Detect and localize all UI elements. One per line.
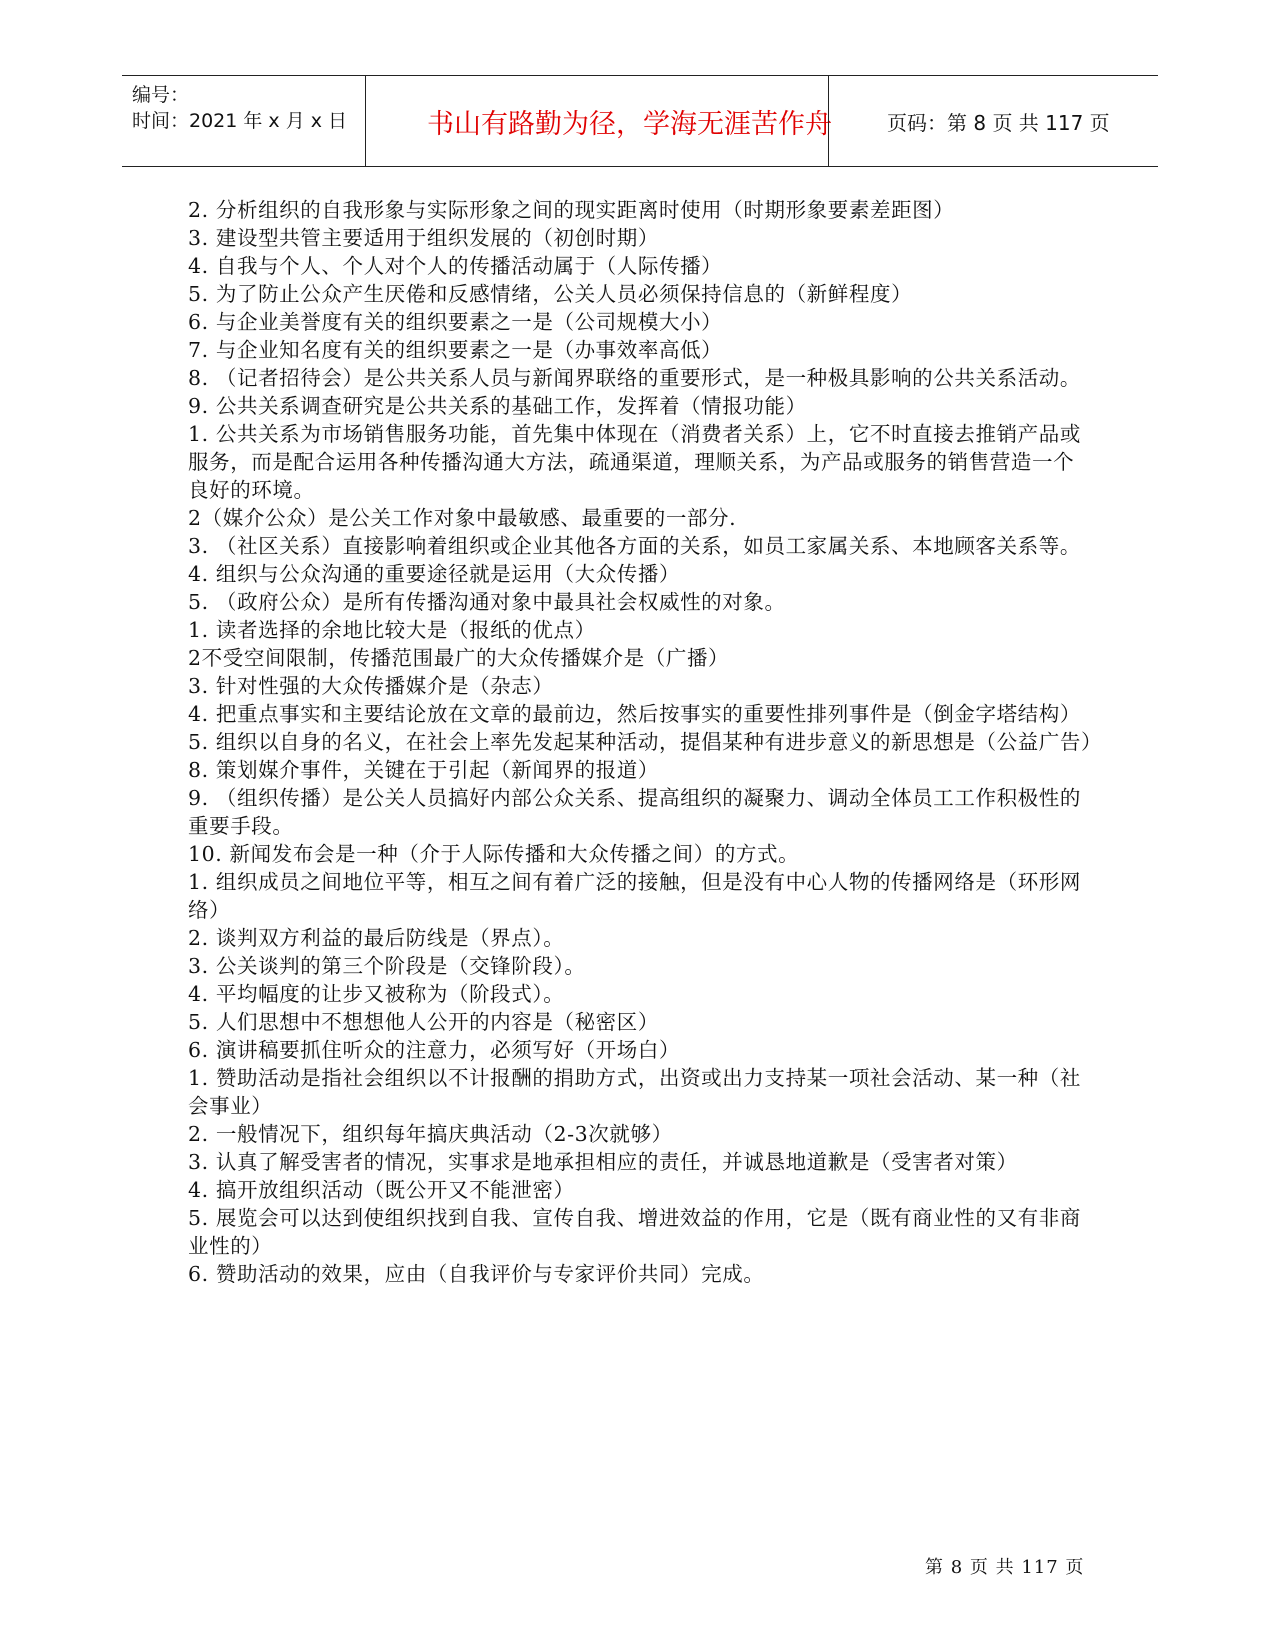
question-line: 3. 建设型共管主要适用于组织发展的（初创时期） <box>188 226 659 250</box>
question-line: 2. 分析组织的自我形象与实际形象之间的现实距离时使用（时期形象要素差距图） <box>188 198 955 222</box>
question-line: 3. 针对性强的大众传播媒介是（杂志） <box>188 674 554 698</box>
question-line: 2（媒介公众）是公关工作对象中最敏感、最重要的一部分. <box>188 506 737 530</box>
question-line: 4. 平均幅度的让步又被称为（阶段式）。 <box>188 982 565 1006</box>
question-line: 1. 组织成员之间地位平等，相互之间有着广泛的接触，但是没有中心人物的传播网络是（环形网络） <box>188 870 1081 922</box>
page-header <box>122 75 1158 167</box>
question-line: 2. 谈判双方利益的最后防线是（界点）。 <box>188 926 565 950</box>
question-line: 6. 与企业美誉度有关的组织要素之一是（公司规模大小） <box>188 310 723 334</box>
question-line: 6. 赞助活动的效果，应由（自我评价与专家评价共同）完成。 <box>188 1262 765 1286</box>
question-line: 5. 组织以自身的名义，在社会上率先发起某种活动，提倡某种有进步意义的新思想是（公益广告） <box>188 730 1103 754</box>
question-line: 5. （政府公众）是所有传播沟通对象中最具社会权威性的对象。 <box>188 590 786 614</box>
header-page-code: 页码：第 8 页 共 117 页 <box>887 110 1110 135</box>
question-line: 5. 人们思想中不想想他人公开的内容是（秘密区） <box>188 1010 659 1034</box>
question-line: 3. （社区关系）直接影响着组织或企业其他各方面的关系，如员工家属关系、本地顾客关系等。 <box>188 534 1081 558</box>
question-line: 1. 公共关系为市场销售服务功能，首先集中体现在（消费者关系）上，它不时直接去推销产品或服务，而是配合运用各种传播沟通大方法，疏通渠道，理顺关系，为产品或服务的销售营造一个良好的环境。 <box>188 422 1081 502</box>
question-line: 8. （记者招待会）是公共关系人员与新闻界联络的重要形式，是一种极具影响的公共关系活动。 <box>188 366 1081 390</box>
question-line: 5. 展览会可以达到使组织找到自我、宣传自我、增进效益的作用，它是（既有商业性的又有非商业性的） <box>188 1206 1081 1258</box>
question-line: 2不受空间限制，传播范围最广的大众传播媒介是（广播） <box>188 646 730 670</box>
header-meta <box>132 82 372 134</box>
header-divider-right <box>828 76 829 166</box>
question-line: 5. 为了防止公众产生厌倦和反感情绪，公关人员必须保持信息的（新鲜程度） <box>188 282 913 306</box>
question-line: 4. 把重点事实和主要结论放在文章的最前边，然后按事实的重要性排列事件是（倒金字塔结构） <box>188 702 1081 726</box>
question-line: 6. 演讲稿要抓住听众的注意力，必须写好（开场白） <box>188 1038 681 1062</box>
question-line: 8. 策划媒介事件，关键在于引起（新闻界的报道） <box>188 758 659 782</box>
question-line: 4. 搞开放组织活动（既公开又不能泄密） <box>188 1178 575 1202</box>
question-line: 1. 读者选择的余地比较大是（报纸的优点） <box>188 618 596 642</box>
question-line: 3. 认真了解受害者的情况，实事求是地承担相应的责任，并诚恳地道歉是（受害者对策） <box>188 1150 1018 1174</box>
question-line: 10. 新闻发布会是一种（介于人际传播和大众传播之间）的方式。 <box>188 842 800 866</box>
page-footer: 第 8 页 共 117 页 <box>925 1557 1085 1578</box>
question-line: 4. 组织与公众沟通的重要途径就是运用（大众传播） <box>188 562 681 586</box>
question-line: 4. 自我与个人、个人对个人的传播活动属于（人际传播） <box>188 254 723 278</box>
header-motto: 书山有路勤为径，学海无涯苦作舟 <box>427 108 832 140</box>
question-line: 9. 公共关系调查研究是公共关系的基础工作，发挥着（情报功能） <box>188 394 807 418</box>
header-divider-left <box>365 76 366 166</box>
question-line: 9. （组织传播）是公关人员搞好内部公众关系、提高组织的凝聚力、调动全体员工工作积极性的重要手段。 <box>188 786 1081 838</box>
question-line: 1. 赞助活动是指社会组织以不计报酬的捐助方式，出资或出力支持某一项社会活动、某一种（社会事业） <box>188 1066 1081 1118</box>
time-label: 时间：2021 年 x 月 x 日 <box>132 110 348 132</box>
question-line: 2. 一般情况下，组织每年搞庆典活动（2-3次就够） <box>188 1122 673 1146</box>
document-body <box>188 196 1103 1288</box>
serial-number-label: 编号： <box>132 84 190 106</box>
question-line: 3. 公关谈判的第三个阶段是（交锋阶段）。 <box>188 954 586 978</box>
question-line: 7. 与企业知名度有关的组织要素之一是（办事效率高低） <box>188 338 723 362</box>
